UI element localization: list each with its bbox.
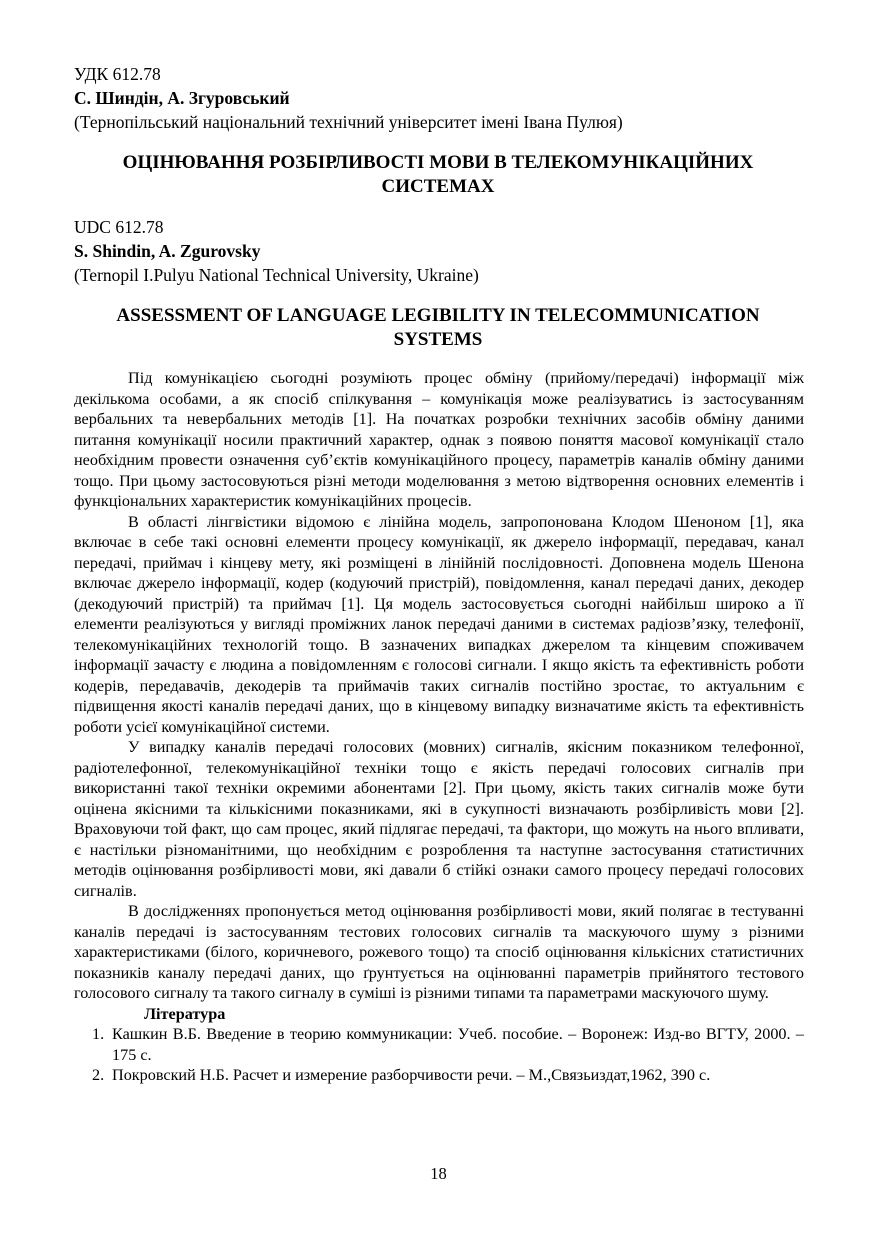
reference-item [74, 1065, 804, 1086]
reference-text: Покровский Н.Б. Расчет и измерение разборчивости речи. – М.,Связьиздат,1962, 390 с. [112, 1066, 711, 1084]
authors-ua: С. Шиндін, А. Згуровський [74, 88, 290, 108]
title-en-line1: ASSESSMENT OF LANGUAGE LEGIBILITY IN TELECOMMUNICATION [116, 305, 760, 326]
reference-number: 1. [92, 1025, 105, 1043]
affiliation-en: (Ternopil I.Pulyu National Technical University, Ukraine) [74, 265, 479, 285]
paragraph: У випадку каналів передачі голосових (мовних) сигналів, якісним показником телефонної, радіотелефонної, телекомунікаційної техніки тощо є якість передачі голосових сигналів при використанні такої техніки окремими абонентами [2]. При цьому, якість таких сигналів може бути оцінена якісними та кількісними показниками, які в сукупності визначають розбірливість мови [2]. Враховуючи той факт, що сам процес, який підлягає передачі, та фактори, що можуть на нього впливати, є настільки різноманітними, що необхідним є розроблення та наступне застосування статистичних методів оцінювання розбірливості мови, які давали б стійкі ознаки самого процесу передачі голосових сигналів. [74, 738, 804, 900]
reference-item [74, 1024, 804, 1065]
paragraph: Під комунікацією сьогодні розуміють процес обміну (прийому/передачі) інформації між декількома особами, а як спосіб спілкування – комунікація може реалізуватись із застосуванням вербальних та невербальних методів [1]. На початках розробки технічних засобів обміну даними питання комунікації носили практичний характер, однак з появою поняття масової комунікації стало необхідним провести означення суб’єктів комунікаційного процесу, параметрів каналів обміну даними тощо. При цьому застосовуються різні методи моделювання з метою відтворення основних елементів і функціональних характеристик комунікаційних процесів. [74, 369, 804, 510]
title-ua-line1: ОЦІНЮВАННЯ РОЗБІРЛИВОСТІ МОВИ В ТЕЛЕКОМУНІКАЦІЙНИХ [122, 152, 754, 173]
authors-en: S. Shindin, A. Zgurovsky [74, 241, 261, 261]
paragraph: В дослідженнях пропонується метод оцінювання розбірливості мови, який полягає в тестуванні каналів передачі із застосуванням тестових голосових сигналів та маскуючого шуму з різними характеристиками (білого, коричневого, рожевого тощо) та спосіб оцінювання кількісних статистичних показників каналу передачі даних, що ґрунтується на оцінюванні параметрів прийнятого тестового голосового сигналу та такого сигналу в суміші із різними типами та параметрами маскуючого шуму. [74, 902, 804, 1002]
title-en-line2: SYSTEMS [393, 329, 483, 350]
references-list [74, 1024, 804, 1086]
article-body [74, 368, 804, 1086]
title-en [74, 304, 802, 352]
affiliation-ua: (Тернопільський національний технічний університет імені Івана Пулюя) [74, 112, 623, 132]
udk-code: УДК 612.78 [74, 64, 161, 84]
title-ua-line2: СИСТЕМАХ [381, 176, 495, 197]
references-heading: Література [144, 1004, 226, 1023]
title-ua [74, 151, 802, 199]
udc-code: UDC 612.78 [74, 217, 164, 237]
reference-text: Кашкин В.Б. Введение в теорию коммуникации: Учеб. пособие. – Воронеж: Изд-во ВГТУ, 2000. – 175 с. [112, 1025, 804, 1064]
page-number: 18 [430, 1164, 447, 1183]
paragraph: В області лінгвістики відомою є лінійна модель, запропонована Клодом Шеноном [1], яка включає в себе такі основні елементи процесу комунікації, як джерело інформації, передавач, канал передачі, приймач і кінцеву мету, які розміщені в лінійній послідовності. Доповнена модель Шенона включає джерело інформації, кодер (кодуючий пристрій), повідомлення, канал передачі даних, декодер (декодуючий пристрій) та приймач [1]. Ця модель застосовується сьогодні найбільш широко а її елементи реалізуються у вигляді проміжних ланок передачі даними в системах радіозв’язку, телефонії, телекомунікаційних технологій тощо. В зазначених випадках джерелом та кінцевим споживачем інформації зачасту є людина а повідомленням є голосові сигнали. І якщо якість та ефективність роботи кодерів, передавачів, декодерів та приймачів таких сигналів постійно зростає, то актуальним є підвищення якості каналів передачі даних, що в кінцевому випадку визначатиме якість та ефективність роботи усієї комунікаційної системи. [74, 512, 804, 736]
reference-number: 2. [92, 1066, 105, 1084]
